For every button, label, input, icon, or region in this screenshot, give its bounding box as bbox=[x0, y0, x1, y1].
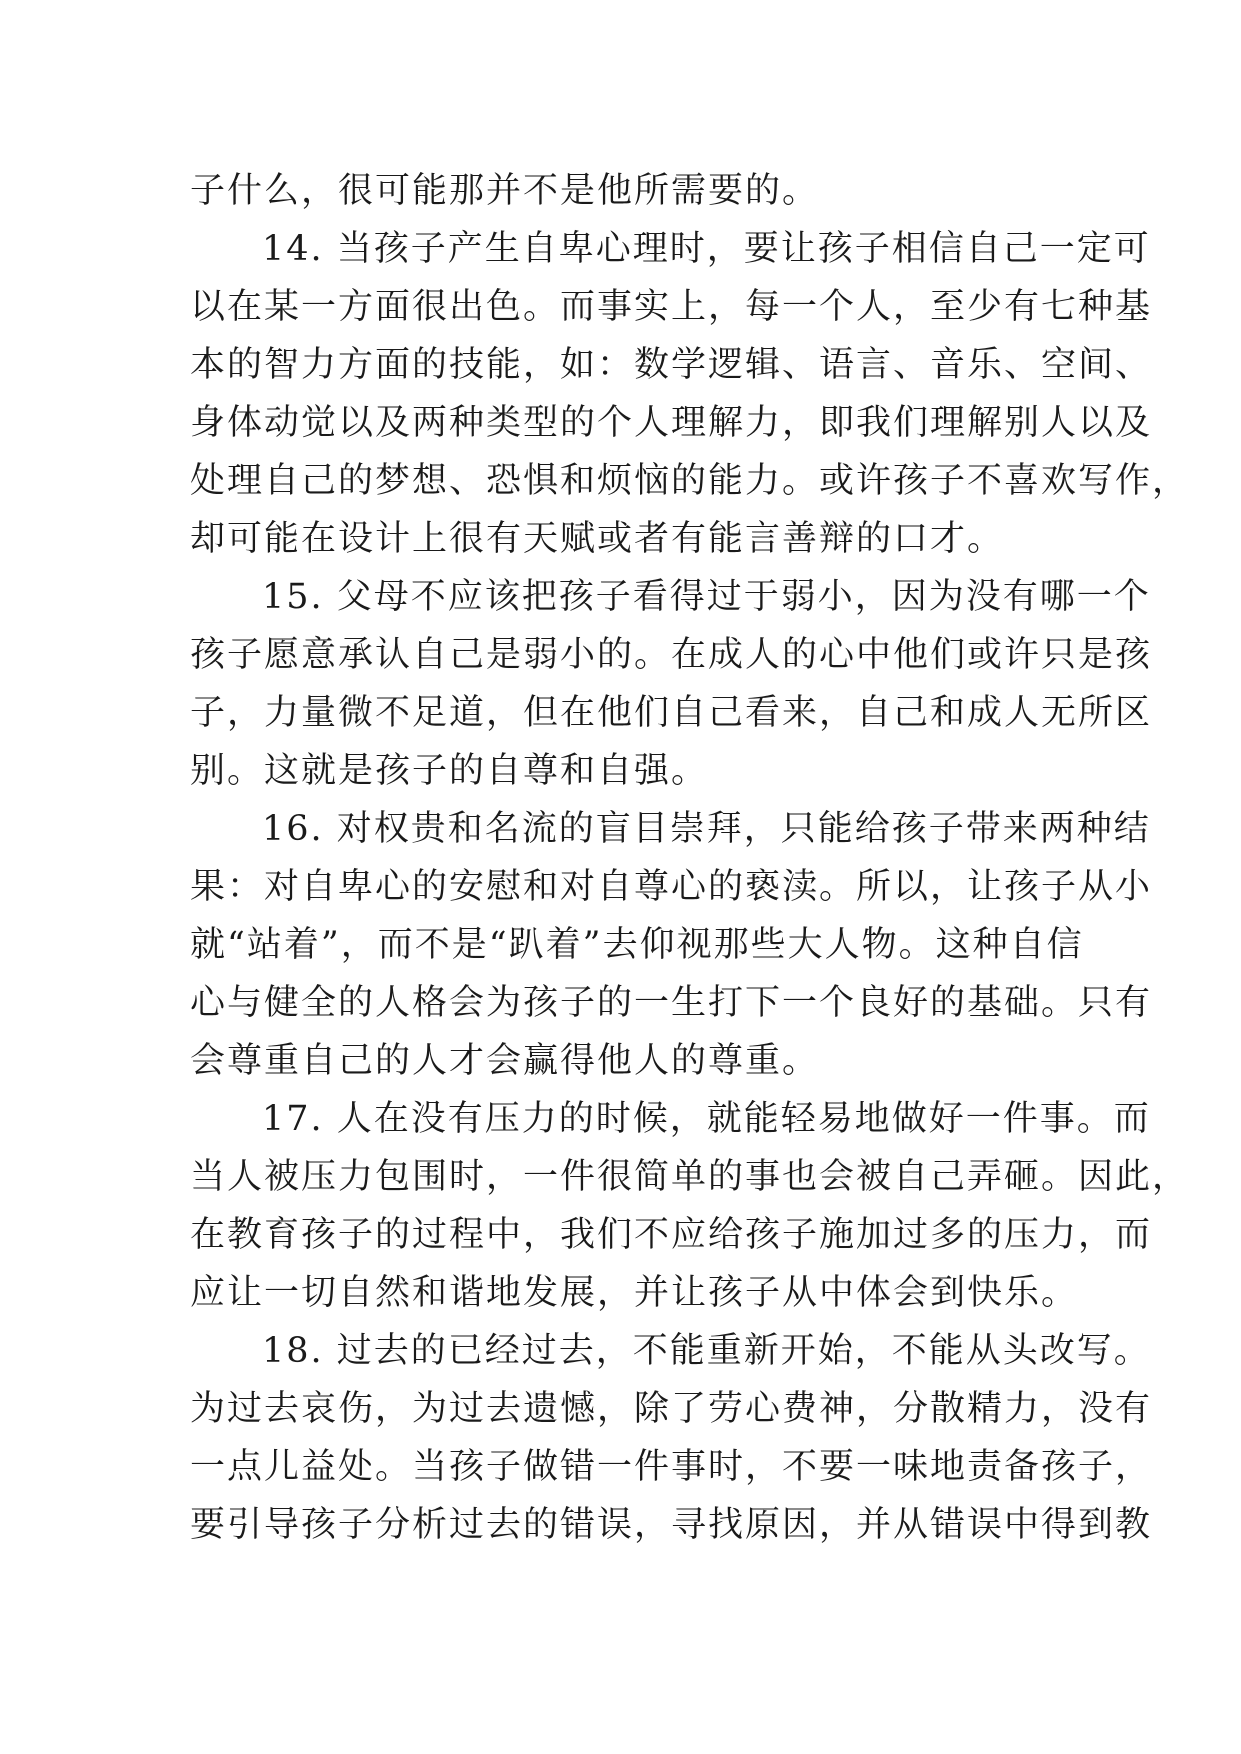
text-line: 子什么，很可能那并不是他所需要的。 bbox=[190, 171, 820, 211]
text-line: 应让一切自然和谐地发展，并让孩子从中体会到快乐。 bbox=[190, 1273, 1079, 1313]
text-line: 本的智力方面的技能，如：数学逻辑、语言、音乐、空间、 bbox=[190, 345, 1153, 385]
text-line: 孩子愿意承认自己是弱小的。在成人的心中他们或许只是孩 bbox=[190, 635, 1153, 675]
text-line: 子，力量微不足道，但在他们自己看来，自己和成人无所区 bbox=[190, 693, 1153, 733]
text-line: 身体动觉以及两种类型的个人理解力，即我们理解别人以及 bbox=[190, 403, 1153, 443]
paragraph-first-line: 18. 过去的已经过去，不能重新开始，不能从头改写。 bbox=[262, 1331, 1151, 1371]
text-line: 为过去哀伤，为过去遗憾，除了劳心费神，分散精力，没有 bbox=[190, 1389, 1153, 1429]
paragraph-first-line: 15. 父母不应该把孩子看得过于弱小，因为没有哪一个 bbox=[262, 577, 1151, 617]
text-line: 一点儿益处。当孩子做错一件事时，不要一味地责备孩子， bbox=[190, 1447, 1153, 1487]
paragraph-first-line: 16. 对权贵和名流的盲目崇拜，只能给孩子带来两种结 bbox=[262, 809, 1151, 849]
text-line: 会尊重自己的人才会赢得他人的尊重。 bbox=[190, 1041, 820, 1081]
text-line: 别。这就是孩子的自尊和自强。 bbox=[190, 751, 709, 791]
text-line: 果：对自卑心的安慰和对自尊心的亵渎。所以，让孩子从小 bbox=[190, 867, 1153, 907]
document-body-text bbox=[190, 162, 1190, 1554]
text-line: 要引导孩子分析过去的错误，寻找原因，并从错误中得到教 bbox=[190, 1505, 1153, 1545]
text-line: 却可能在设计上很有天赋或者有能言善辩的口才。 bbox=[190, 519, 1005, 559]
text-line: 以在某一方面很出色。而事实上，每一个人，至少有七种基 bbox=[190, 287, 1153, 327]
paragraph-first-line: 17. 人在没有压力的时候，就能轻易地做好一件事。而 bbox=[262, 1099, 1151, 1139]
text-line: 心与健全的人格会为孩子的一生打下一个良好的基础。只有 bbox=[190, 983, 1153, 1023]
text-line: 就“站着”，而不是“趴着”去仰视那些大人物。这种自信 bbox=[190, 925, 1084, 965]
text-line: 处理自己的梦想、恐惧和烦恼的能力。或许孩子不喜欢写作， bbox=[190, 461, 1190, 501]
text-line: 在教育孩子的过程中，我们不应给孩子施加过多的压力，而 bbox=[190, 1215, 1153, 1255]
paragraph-first-line: 14. 当孩子产生自卑心理时，要让孩子相信自己一定可 bbox=[262, 229, 1151, 269]
text-line: 当人被压力包围时，一件很简单的事也会被自己弄砸。因此， bbox=[190, 1157, 1190, 1197]
